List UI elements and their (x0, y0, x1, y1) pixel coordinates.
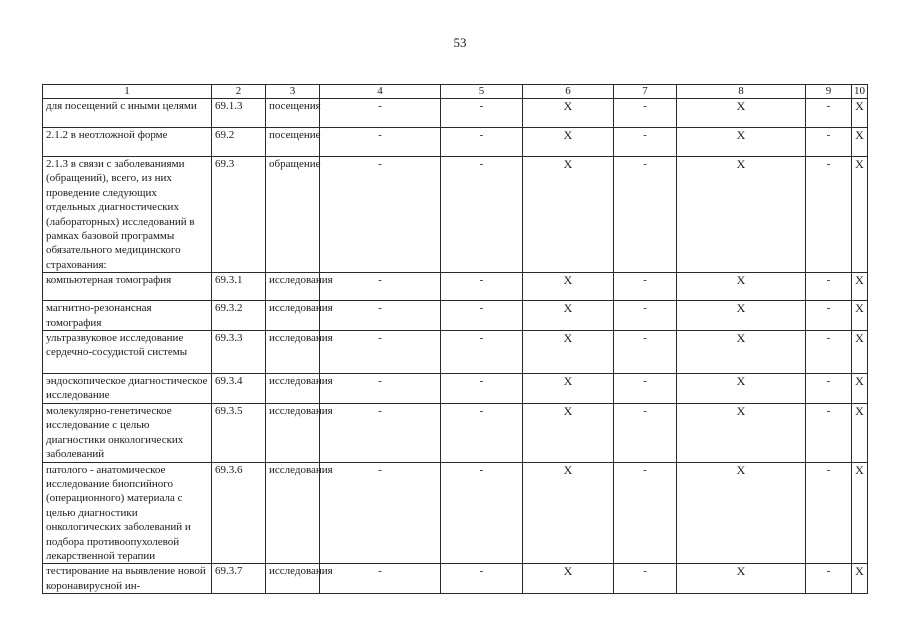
table-row (43, 128, 868, 157)
row-unit-cell: посещения (266, 99, 320, 128)
row-value-cell-c4: - (320, 128, 441, 157)
row-value-cell-c8: X (677, 462, 806, 564)
row-value-cell-c5: - (441, 99, 523, 128)
row-name-cell: 2.1.3 в связи с заболеваниями (обращений), всего, из них проведение следующих отдельных диагностических (лабораторных) исследований в рамках базовой программы обязательного медицинского страхования: (43, 157, 212, 273)
row-value-cell-c10: X (852, 128, 868, 157)
row-value-cell-c7: - (614, 157, 677, 273)
row-value-cell-c8: X (677, 331, 806, 374)
row-value-cell-c7: - (614, 128, 677, 157)
row-name-cell: молекулярно-генетическое исследование с целью диагностики онкологических заболеваний (43, 403, 212, 462)
row-code-cell: 69.3.4 (212, 374, 266, 404)
table-row (43, 331, 868, 374)
data-table (42, 84, 868, 594)
row-code-cell: 69.3.2 (212, 301, 266, 331)
row-value-cell-c5: - (441, 128, 523, 157)
row-value-cell-c5: - (441, 403, 523, 462)
row-value-cell-c6: X (523, 462, 614, 564)
table-row (43, 374, 868, 404)
row-value-cell-c9: - (806, 157, 852, 273)
row-value-cell-c9: - (806, 128, 852, 157)
row-value-cell-c4: - (320, 273, 441, 301)
row-value-cell-c7: - (614, 403, 677, 462)
header-row (43, 85, 868, 99)
column-header: 10 (852, 85, 868, 99)
row-name-cell: эндоскопическое диагностическое исследование (43, 374, 212, 404)
row-unit-cell: обращение (266, 157, 320, 273)
column-header: 7 (614, 85, 677, 99)
row-value-cell-c9: - (806, 564, 852, 594)
row-value-cell-c10: X (852, 331, 868, 374)
table-row (43, 403, 868, 462)
row-value-cell-c9: - (806, 331, 852, 374)
row-value-cell-c7: - (614, 301, 677, 331)
page-number: 53 (453, 35, 467, 50)
row-value-cell-c9: - (806, 99, 852, 128)
row-value-cell-c4: - (320, 331, 441, 374)
row-unit-cell: исследования (266, 564, 320, 594)
row-value-cell-c9: - (806, 374, 852, 404)
row-value-cell-c9: - (806, 301, 852, 331)
row-value-cell-c8: X (677, 99, 806, 128)
row-value-cell-c5: - (441, 374, 523, 404)
column-header: 3 (266, 85, 320, 99)
row-value-cell-c10: X (852, 462, 868, 564)
row-name-cell: тестирование на выявление новой коронавирусной ин- (43, 564, 212, 594)
row-value-cell-c6: X (523, 273, 614, 301)
row-value-cell-c5: - (441, 301, 523, 331)
row-value-cell-c6: X (523, 331, 614, 374)
table-row (43, 301, 868, 331)
row-value-cell-c10: X (852, 301, 868, 331)
row-value-cell-c8: X (677, 301, 806, 331)
column-header: 4 (320, 85, 441, 99)
row-value-cell-c7: - (614, 99, 677, 128)
row-value-cell-c9: - (806, 273, 852, 301)
row-value-cell-c7: - (614, 564, 677, 594)
row-value-cell-c9: - (806, 462, 852, 564)
row-value-cell-c8: X (677, 128, 806, 157)
row-value-cell-c6: X (523, 374, 614, 404)
table-row (43, 462, 868, 564)
row-value-cell-c10: X (852, 564, 868, 594)
row-value-cell-c5: - (441, 331, 523, 374)
row-unit-cell: исследования (266, 301, 320, 331)
table-row (43, 273, 868, 301)
row-value-cell-c6: X (523, 564, 614, 594)
row-value-cell-c6: X (523, 128, 614, 157)
row-value-cell-c8: X (677, 157, 806, 273)
table-row (43, 564, 868, 594)
column-header: 2 (212, 85, 266, 99)
row-value-cell-c6: X (523, 403, 614, 462)
row-value-cell-c4: - (320, 301, 441, 331)
row-value-cell-c10: X (852, 403, 868, 462)
column-header: 5 (441, 85, 523, 99)
row-name-cell: 2.1.2 в неотложной форме (43, 128, 212, 157)
row-value-cell-c10: X (852, 374, 868, 404)
row-code-cell: 69.3 (212, 157, 266, 273)
row-value-cell-c5: - (441, 157, 523, 273)
row-code-cell: 69.3.7 (212, 564, 266, 594)
row-value-cell-c7: - (614, 331, 677, 374)
row-value-cell-c6: X (523, 157, 614, 273)
row-value-cell-c5: - (441, 564, 523, 594)
column-header: 8 (677, 85, 806, 99)
row-value-cell-c4: - (320, 403, 441, 462)
row-code-cell: 69.3.1 (212, 273, 266, 301)
column-header: 1 (43, 85, 212, 99)
row-value-cell-c8: X (677, 403, 806, 462)
row-unit-cell: исследования (266, 403, 320, 462)
row-value-cell-c5: - (441, 462, 523, 564)
row-unit-cell: исследования (266, 273, 320, 301)
row-value-cell-c4: - (320, 462, 441, 564)
row-value-cell-c10: X (852, 157, 868, 273)
row-code-cell: 69.3.6 (212, 462, 266, 564)
row-name-cell: магнитно-резонансная томография (43, 301, 212, 331)
row-name-cell: компьютерная томография (43, 273, 212, 301)
row-value-cell-c10: X (852, 99, 868, 128)
row-code-cell: 69.3.3 (212, 331, 266, 374)
row-value-cell-c7: - (614, 374, 677, 404)
row-value-cell-c4: - (320, 374, 441, 404)
row-value-cell-c7: - (614, 462, 677, 564)
row-unit-cell: посещение (266, 128, 320, 157)
row-unit-cell: исследования (266, 462, 320, 564)
row-value-cell-c8: X (677, 273, 806, 301)
column-header: 9 (806, 85, 852, 99)
row-value-cell-c7: - (614, 273, 677, 301)
row-value-cell-c8: X (677, 374, 806, 404)
row-value-cell-c4: - (320, 564, 441, 594)
row-unit-cell: исследования (266, 331, 320, 374)
row-value-cell-c8: X (677, 564, 806, 594)
column-header: 6 (523, 85, 614, 99)
row-value-cell-c4: - (320, 99, 441, 128)
row-value-cell-c6: X (523, 99, 614, 128)
row-code-cell: 69.2 (212, 128, 266, 157)
row-value-cell-c10: X (852, 273, 868, 301)
row-name-cell: ультразвуковое исследование сердечно-сосудистой системы (43, 331, 212, 374)
row-code-cell: 69.3.5 (212, 403, 266, 462)
row-name-cell: для посещений с иными целями (43, 99, 212, 128)
row-unit-cell: исследования (266, 374, 320, 404)
table-body (43, 99, 868, 594)
row-value-cell-c9: - (806, 403, 852, 462)
row-value-cell-c4: - (320, 157, 441, 273)
table-row (43, 99, 868, 128)
row-code-cell: 69.1.3 (212, 99, 266, 128)
row-name-cell: патолого - анатомическое исследование биопсийного (операционного) материала с целью диагностики онкологических заболеваний и подбора противоопухолевой лекарственной терапии (43, 462, 212, 564)
table-row (43, 157, 868, 273)
row-value-cell-c5: - (441, 273, 523, 301)
row-value-cell-c6: X (523, 301, 614, 331)
